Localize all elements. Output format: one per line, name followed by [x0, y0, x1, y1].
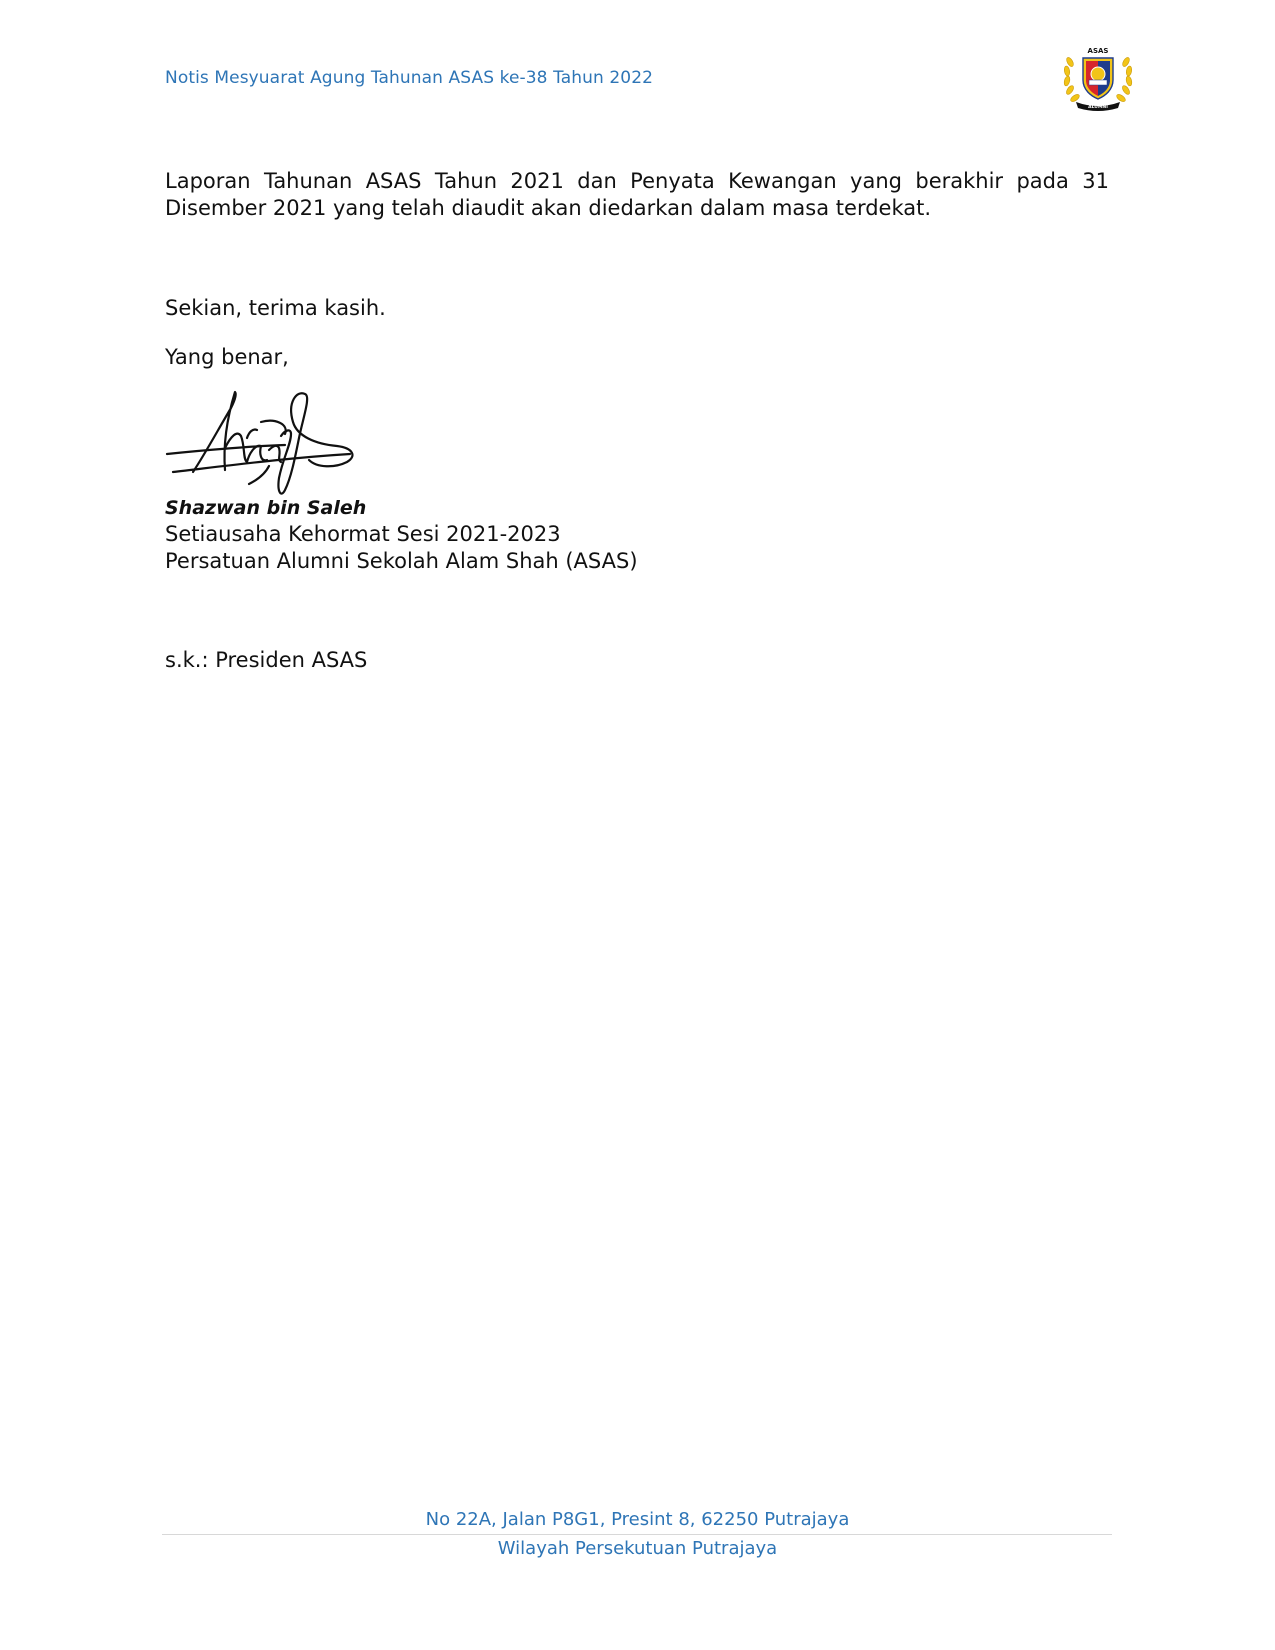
- logo-text-top: ASAS: [1087, 47, 1109, 55]
- signer-name: Shazwan bin Saleh: [165, 497, 367, 519]
- footer-address-line1: No 22A, Jalan P8G1, Presint 8, 62250 Putrajaya: [425, 1509, 850, 1530]
- footer-address-line2: Wilayah Persekutuan Putrajaya: [497, 1538, 778, 1559]
- handwritten-signature-icon: [165, 388, 365, 503]
- report-paragraph: Laporan Tahunan ASAS Tahun 2021 dan Penyata Kewangan yang berakhir pada 31 Disember 2021 yang telah diaudit akan diedarkan dalam masa terdekat.: [165, 169, 1109, 220]
- closing-line: Sekian, terima kasih.: [165, 296, 386, 320]
- signer-organization: Persatuan Alumni Sekolah Alam Shah (ASAS): [165, 549, 638, 573]
- carbon-copy-line: s.k.: Presiden ASAS: [165, 648, 368, 672]
- regards-line: Yang benar,: [165, 345, 289, 369]
- asas-alumni-logo: [1060, 44, 1136, 112]
- logo-text-bottom: ALUMNI: [1088, 105, 1108, 110]
- signer-role: Setiausaha Kehormat Sesi 2021-2023: [165, 522, 561, 546]
- footer-divider: [162, 1534, 1112, 1535]
- header-title: Notis Mesyuarat Agung Tahunan ASAS ke-38 Tahun 2022: [165, 68, 654, 88]
